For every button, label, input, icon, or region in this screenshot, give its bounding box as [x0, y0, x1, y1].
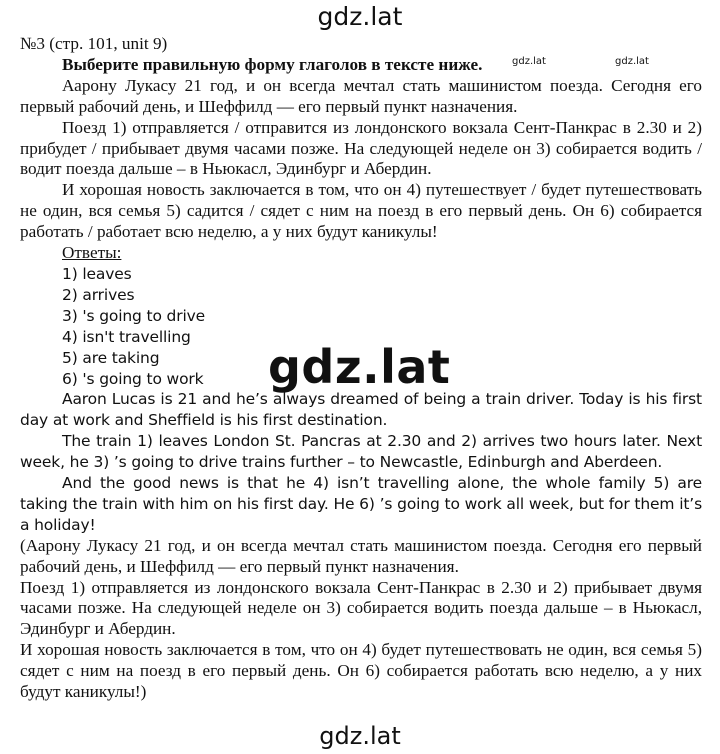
translation-paragraph: И хорошая новость заключается в том, что он 4) будет путешествовать не один, вся семья 5) сядет с ним на поезд в его первый день. Он 6) собирается работать всю неделю, а у них будут каникулы!)	[20, 640, 702, 702]
answer-item: 3) 's going to drive	[62, 306, 206, 325]
watermark-bottom: gdz.lat	[319, 722, 401, 750]
watermark-small-2: gdz.lat	[615, 56, 649, 67]
task-header: №3 (стр. 101, unit 9)	[20, 34, 168, 53]
task-instruction: Выберите правильную форму глаголов в тексте ниже.	[62, 54, 483, 74]
task-paragraph: И хорошая новость заключается в том, что он 4) путешествует / будет путешествовать не один, вся семья 5) садится / сядет с ним на поезд в его первый день. Он 6) собирается работать / работает всю неделю, а у них будут каникулы!	[20, 180, 702, 242]
watermark-small-1: gdz.lat	[512, 56, 546, 67]
translation-paragraph: Поезд 1) отправляется из лондонского вокзала Сент-Панкрас в 2.30 и 2) прибывает двумя часами позже. На следующей неделе он 3) собирается водить поезда дальше – в Ньюкасл, Эдинбург и Абердин.	[20, 577, 702, 639]
watermark-middle: gdz.lat	[268, 340, 451, 394]
answer-item: 1) leaves	[62, 264, 132, 283]
answer-item: 5) are taking	[62, 348, 160, 367]
task-paragraph: Аарону Лукасу 21 год, и он всегда мечтал стать машинистом поезда. Сегодня его первый рабочий день, и Шеффилд — его первый пункт назначения.	[20, 75, 702, 116]
answer-item: 2) arrives	[62, 285, 135, 304]
task-paragraph: Поезд 1) отправляется / отправится из лондонского вокзала Сент-Панкрас в 2.30 и 2) прибудет / прибывает двумя часами позже. На следующей неделе он 3) собирается водить / водит поезда дальше – в Ньюкасл, Эдинбург и Абердин.	[20, 117, 702, 179]
translation-paragraph: (Аарону Лукасу 21 год, и он всегда мечтал стать машинистом поезда. Сегодня его первый рабочий день, и Шеффилд — его первый пункт назначения.	[20, 535, 702, 576]
english-paragraph: And the good news is that he 4) isn’t travelling alone, the whole family 5) are taking the train with him on his first day. He 6) ’s going to work all week, but for them it’s a holiday!	[20, 474, 702, 534]
answers-label: Ответы:	[62, 243, 122, 263]
answer-item: 4) isn't travelling	[62, 327, 191, 346]
english-paragraph: Aaron Lucas is 21 and he’s always dreamed of being a train driver. Today is his first day at work and Sheffield is his first destination.	[20, 390, 702, 430]
answer-item: 6) 's going to work	[62, 369, 204, 388]
watermark-top: gdz.lat	[317, 2, 403, 31]
english-paragraph: The train 1) leaves London St. Pancras at 2.30 and 2) arrives two hours later. Next week, he 3) ’s going to drive trains further – to Newcastle, Edinburgh and Aberdeen.	[20, 432, 702, 472]
